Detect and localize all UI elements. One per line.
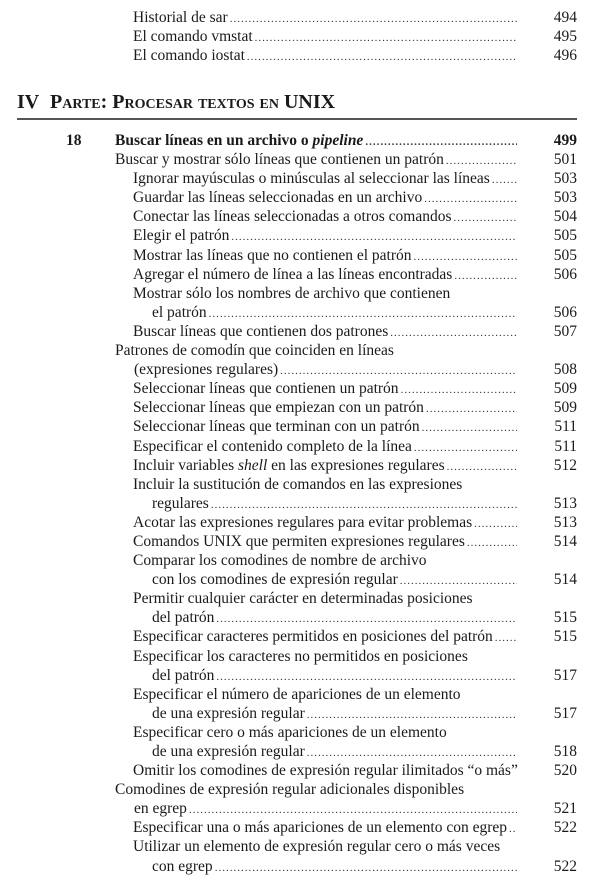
entry-title: Guardar las líneas seleccionadas en un archivo	[133, 189, 423, 207]
entry-title: Agregar el número de línea a las líneas encontradas	[133, 265, 453, 283]
entry-page: 514	[553, 571, 577, 589]
entry-page: 506	[553, 265, 577, 283]
entry-page: 512	[553, 456, 577, 474]
toc-entry[interactable]	[0, 704, 600, 723]
entry-title: Conectar las líneas seleccionadas a otros comandos	[133, 208, 452, 226]
entry-page: 508	[553, 361, 577, 379]
entry-title: en egrep	[134, 800, 187, 818]
toc-entry[interactable]	[0, 417, 600, 436]
entry-title: con egrep	[152, 857, 213, 875]
toc-entry[interactable]	[0, 207, 600, 226]
entry-title: Especificar los caracteres no permitidos en posiciones	[133, 647, 468, 665]
entry-title: de una expresión regular	[152, 743, 305, 760]
toc-entry[interactable]	[0, 627, 600, 646]
toc-entry[interactable]	[0, 818, 600, 837]
entry-title: con los comodines de expresión regular	[152, 571, 398, 589]
entry-title: Incluir la sustitución de comandos en las expresiones	[133, 475, 463, 493]
entry-title: Seleccionar líneas que terminan con un patrón	[133, 418, 420, 436]
entry-title: Seleccionar líneas que contienen un patrón	[133, 380, 399, 398]
toc-entry[interactable]	[0, 284, 600, 303]
toc-entry[interactable]	[0, 265, 600, 284]
entry-title: Especificar el número de apariciones de un elemento	[133, 685, 461, 703]
toc-chapter-18	[0, 131, 600, 876]
entry-page: 505	[553, 246, 577, 264]
part-title: Parte: Procesar textos en UNIX	[50, 91, 336, 113]
toc-entry[interactable]	[0, 551, 600, 570]
entry-title: el patrón	[152, 303, 207, 321]
entry-title: Acotar las expresiones regulares para evitar problemas	[133, 513, 473, 531]
entry-title: Patrones de comodín que coinciden en líneas	[115, 342, 394, 360]
toc-entry[interactable]	[0, 437, 600, 456]
toc-entry[interactable]	[0, 27, 600, 46]
part-divider	[17, 118, 577, 120]
entry-page: 514	[553, 532, 577, 550]
entry-title: Utilizar un elemento de expresión regular cero o más veces	[133, 838, 501, 856]
entry-title: El comando vmstat	[133, 28, 253, 46]
entry-page: 494	[553, 9, 577, 26]
entry-title: Comodines de expresión regular adicionales disponibles	[115, 781, 465, 799]
entry-page: 509	[553, 399, 577, 417]
toc-entry[interactable]	[0, 379, 600, 398]
toc-entry[interactable]	[0, 532, 600, 551]
entry-title: Buscar líneas que contienen dos patrones	[133, 322, 389, 340]
dot-leader	[247, 48, 517, 67]
toc-entry[interactable]	[0, 857, 600, 876]
toc-entry[interactable]	[0, 226, 600, 245]
toc-entry[interactable]	[0, 589, 600, 608]
toc-entry[interactable]	[0, 169, 600, 188]
entry-page: 515	[553, 609, 577, 627]
entry-title: Mostrar las líneas que no contienen el patrón	[133, 246, 412, 264]
entry-title: Permitir cualquier carácter en determinadas posiciones	[133, 590, 473, 608]
chapter-entry[interactable]	[0, 131, 600, 150]
toc-entry[interactable]	[0, 685, 600, 704]
toc-entry[interactable]	[0, 780, 600, 799]
entry-page: 503	[553, 189, 577, 207]
dot-leader	[215, 859, 517, 878]
entry-title: Ignorar mayúsculas o minúsculas al seleccionar las líneas	[133, 170, 490, 188]
toc-entry[interactable]	[0, 723, 600, 742]
toc-entry[interactable]	[0, 475, 600, 494]
toc-entry[interactable]	[0, 799, 600, 818]
part-number: IV	[17, 91, 40, 113]
entry-page: 504	[553, 208, 577, 226]
toc-entry[interactable]	[0, 360, 600, 379]
entry-title: Especificar el contenido completo de la línea	[133, 437, 412, 455]
entry-title: Especificar cero o más apariciones de un elemento	[133, 723, 447, 741]
entry-title: Especificar caracteres permitidos en posiciones del patrón	[133, 628, 493, 646]
toc-entry[interactable]	[0, 303, 600, 322]
entry-title: (expresiones regulares)	[134, 361, 279, 379]
entry-page: 509	[553, 380, 577, 398]
entry-title: regulares	[152, 494, 209, 512]
entry-page: 521	[553, 800, 577, 818]
entry-title: Comparar los comodines de nombre de archivo	[133, 552, 427, 570]
entry-page: 511	[554, 437, 577, 455]
toc-entry[interactable]	[0, 456, 600, 475]
entry-page: 517	[553, 704, 577, 722]
entry-page: 503	[553, 170, 577, 188]
toc-entry[interactable]	[0, 8, 600, 27]
entry-page: 515	[553, 628, 577, 646]
entry-title: Elegir el patrón	[133, 227, 230, 245]
entry-page: 507	[553, 322, 577, 340]
entry-page: 518	[553, 743, 577, 760]
entry-title: Historial de sar	[133, 9, 228, 26]
chapter-number: 18	[66, 132, 82, 149]
toc-entry[interactable]	[0, 322, 600, 341]
entry-title: del patrón	[152, 666, 215, 684]
entry-page: 522	[553, 819, 577, 837]
toc-previous-entries	[0, 8, 600, 65]
entry-title: Mostrar sólo los nombres de archivo que contienen	[133, 284, 451, 302]
toc-entry[interactable]	[0, 494, 600, 513]
toc-entry[interactable]	[0, 246, 600, 265]
entry-page: 513	[553, 494, 577, 512]
entry-title: El comando iostat	[133, 47, 245, 65]
entry-title: de una expresión regular	[152, 704, 305, 722]
toc-entry[interactable]	[0, 742, 600, 761]
entry-title: Comandos UNIX que permiten expresiones regulares	[133, 532, 465, 550]
toc-entry[interactable]	[0, 188, 600, 207]
toc-entry[interactable]	[0, 570, 600, 589]
toc-entry[interactable]	[0, 150, 600, 169]
entry-page: 505	[553, 227, 577, 245]
toc-entry[interactable]	[0, 341, 600, 360]
toc-entry[interactable]	[0, 398, 600, 417]
entry-title: Omitir los comodines de expresión regular ilimitados “o más”	[133, 762, 518, 780]
entry-title: del patrón	[152, 609, 215, 627]
entry-page: 506	[553, 303, 577, 321]
entry-page: 501	[553, 151, 577, 169]
entry-title: Incluir variables shell en las expresiones regulares	[133, 456, 445, 474]
chapter-page: 499	[553, 132, 577, 149]
toc-entry[interactable]	[0, 647, 600, 666]
entry-page: 522	[553, 857, 577, 875]
toc-entry[interactable]	[0, 46, 600, 65]
entry-title: Buscar y mostrar sólo líneas que contienen un patrón	[115, 151, 444, 169]
entry-page: 517	[553, 666, 577, 684]
toc-entry[interactable]	[0, 666, 600, 685]
toc-entry[interactable]	[0, 761, 600, 780]
toc-entry[interactable]	[0, 513, 600, 532]
entry-page: 513	[553, 513, 577, 531]
entry-page: 511	[554, 418, 577, 436]
entry-page: 520	[553, 762, 577, 780]
chapter-title: Buscar líneas en un archivo o pipeline	[115, 132, 364, 149]
toc-entry[interactable]	[0, 608, 600, 627]
entry-page: 495	[553, 28, 577, 46]
toc-entry[interactable]	[0, 837, 600, 856]
entry-title: Especificar una o más apariciones de un elemento con egrep	[133, 819, 507, 837]
entry-title: Seleccionar líneas que empiezan con un patrón	[133, 399, 424, 417]
entry-page: 496	[553, 47, 577, 65]
